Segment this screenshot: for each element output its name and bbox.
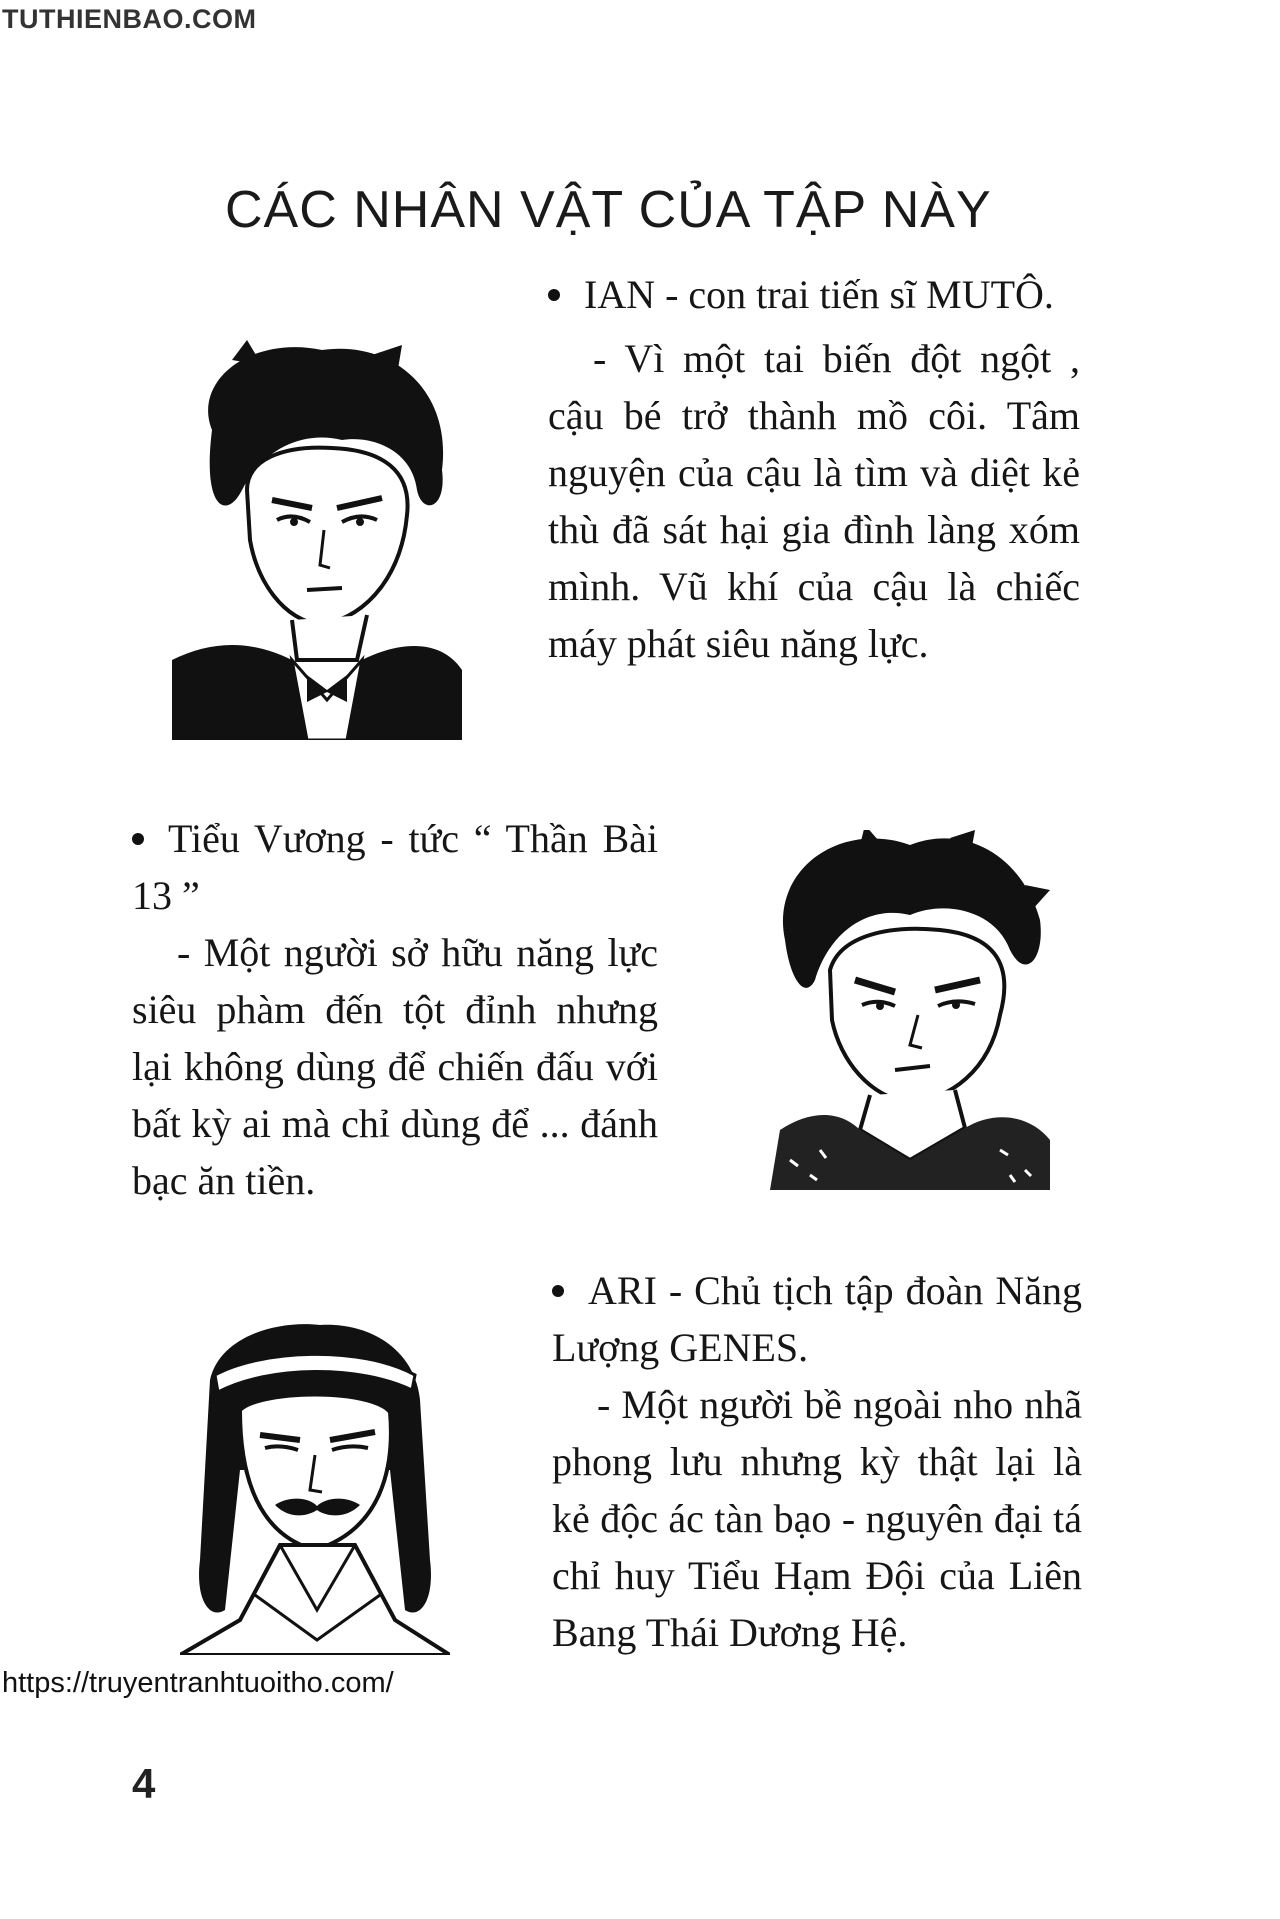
- character-name-line: ARI - Chủ tịch tập đoàn Năng Lượng GENES.: [552, 1268, 1082, 1370]
- character-portrait-ari: [180, 1320, 450, 1655]
- character-portrait-ian: [172, 340, 462, 740]
- watermark-top: TUTHIENBAO.COM: [2, 4, 257, 34]
- character-description: - Một người bề ngoài nho nhã phong lưu nhưng kỳ thật lại là kẻ độc ác tàn bạo - nguyên đại tá chỉ huy Tiểu Hạm Đội của Liên Bang Thái Dương Hệ.: [552, 1382, 1082, 1655]
- character-portrait-tieu-vuong: [770, 830, 1050, 1190]
- bullet-icon: [548, 289, 560, 301]
- page-number: 4: [132, 1760, 156, 1807]
- character-name-line: Tiểu Vương - tức “ Thần Bài 13 ”: [132, 816, 658, 918]
- watermark-bottom-url: https://truyentranhtuoitho.com/: [2, 1667, 394, 1699]
- bullet-icon: [552, 1285, 564, 1297]
- character-name-line: IAN - con trai tiến sĩ MUTÔ.: [584, 272, 1054, 317]
- character-description: - Vì một tai biến đột ngột , cậu bé trở thành mồ côi. Tâm nguyện của cậu là tìm và diệt kẻ thù đã sát hại gia đình làng xóm mình. Vũ khí của cậu là chiếc máy phát siêu năng lực.: [548, 336, 1080, 666]
- character-description: - Một người sở hữu năng lực siêu phàm đến tột đỉnh nhưng lại không dùng để chiến đấu với bất kỳ ai mà chỉ dùng để ... đánh bạc ăn tiền.: [132, 930, 658, 1203]
- character-tieu-vuong-text: [132, 810, 658, 1209]
- character-ari-text: [552, 1262, 1082, 1661]
- character-ian-text: [548, 260, 1080, 672]
- bullet-icon: [132, 833, 144, 845]
- page-title: CÁC NHÂN VẬT CỦA TẬP NÀY: [225, 181, 992, 239]
